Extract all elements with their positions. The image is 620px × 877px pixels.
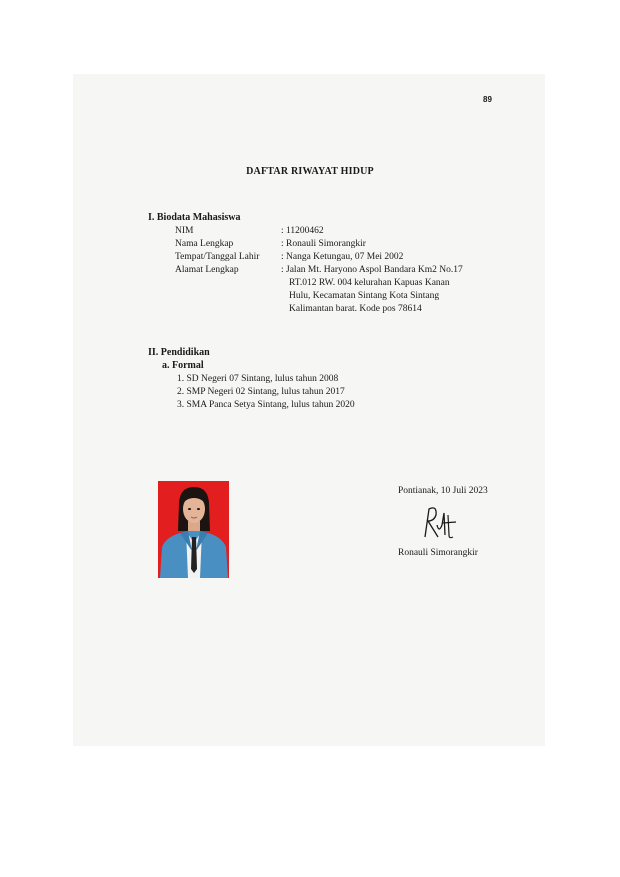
field-label-name: Nama Lengkap bbox=[175, 239, 234, 249]
field-value-address: : Jalan Mt. Haryono Aspol Bandara Km2 No.17 bbox=[281, 265, 463, 275]
address-line: Kalimantan barat. Kode pos 78614 bbox=[289, 304, 422, 314]
section-education-heading: II. Pendidikan bbox=[148, 347, 210, 358]
field-value-name: : Ronauli Simorangkir bbox=[281, 239, 366, 249]
address-line: Hulu, Kecamatan Sintang Kota Sintang bbox=[289, 291, 440, 301]
signature-image bbox=[419, 503, 459, 543]
profile-photo-illustration bbox=[158, 481, 229, 578]
field-value-birth: : Nanga Ketungau, 07 Mei 2002 bbox=[281, 252, 404, 262]
education-item: 2. SMP Negeri 02 Sintang, lulus tahun 2017 bbox=[177, 387, 345, 397]
education-formal-heading: a. Formal bbox=[162, 360, 204, 371]
education-item: 1. SD Negeri 07 Sintang, lulus tahun 2008 bbox=[177, 374, 339, 384]
field-label-birth: Tempat/Tanggal Lahir bbox=[175, 252, 260, 262]
field-label-nim: NIM bbox=[175, 226, 194, 236]
document-title: DAFTAR RIWAYAT HIDUP bbox=[246, 166, 374, 177]
field-label-address: Alamat Lengkap bbox=[175, 265, 239, 275]
section-biodata-heading: I. Biodata Mahasiswa bbox=[148, 212, 241, 223]
education-item: 3. SMA Panca Setya Sintang, lulus tahun 2020 bbox=[177, 400, 355, 410]
page-number: 89 bbox=[483, 95, 492, 104]
profile-photo bbox=[158, 481, 229, 578]
place-date: Pontianak, 10 Juli 2023 bbox=[398, 486, 488, 496]
signer-name: Ronauli Simorangkir bbox=[398, 548, 478, 558]
field-value-nim: : 11200462 bbox=[281, 226, 324, 236]
address-line: RT.012 RW. 004 kelurahan Kapuas Kanan bbox=[289, 278, 450, 288]
